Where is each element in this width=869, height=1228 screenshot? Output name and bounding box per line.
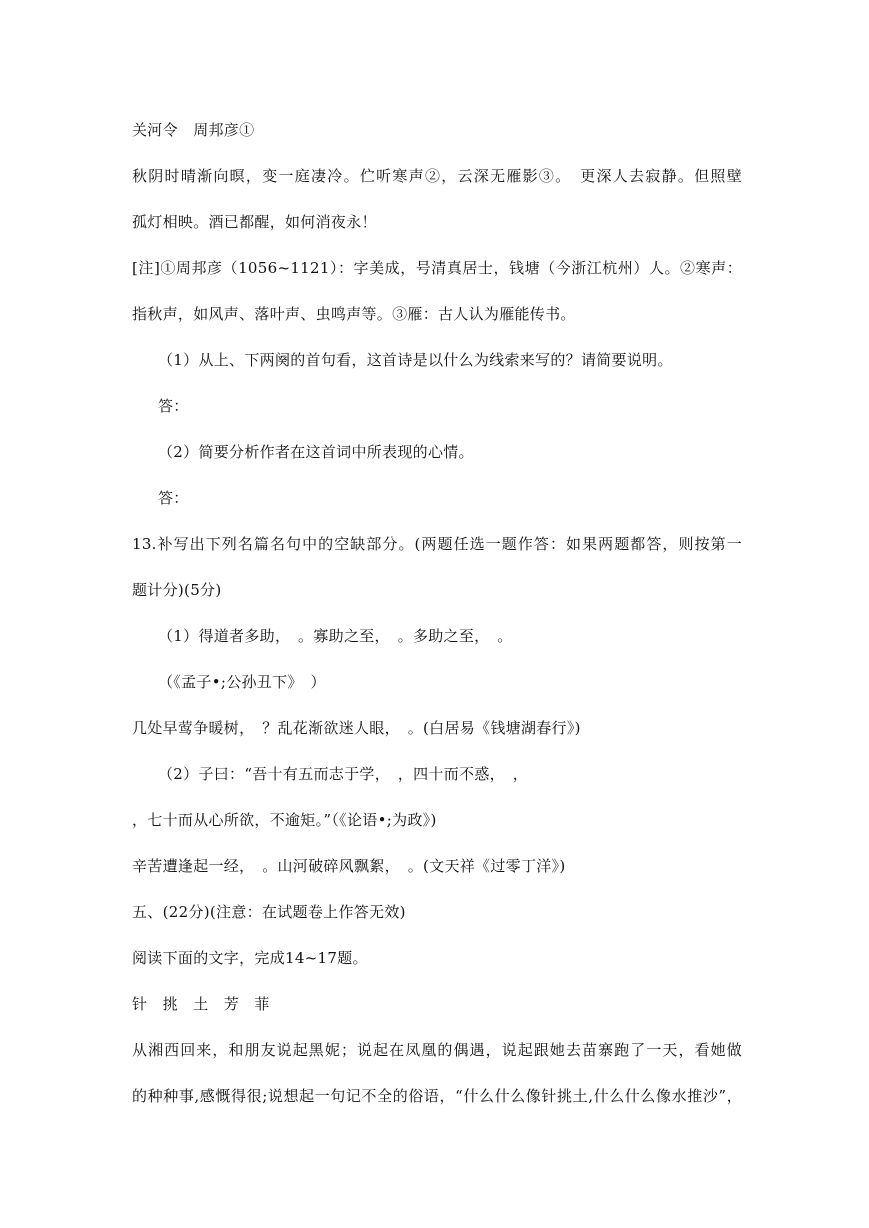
annotation-line: [注]①周邦彦（1056~1121）：字美成，号清真居士，钱塘（今浙江杭州）人。②寒声： (132, 259, 742, 277)
fill-blank-line: 辛苦遭逢起一经， 。山河破碎风飘絮， 。(文天祥《过零丁洋》) (132, 857, 566, 875)
section-heading: 五、(22分)(注意：在试题卷上作答无效) (132, 903, 406, 921)
question-line: （2）简要分析作者在这首词中所表现的心情。 (158, 443, 474, 461)
annotation-line: 指秋声，如风声、落叶声、虫鸣声等。③雁：古人认为雁能传书。 (132, 305, 576, 323)
poem-title: 关河令 周邦彦① (132, 121, 255, 139)
answer-label: 答： (158, 397, 189, 415)
poem-line: 秋阴时晴渐向暝，变一庭凄冷。伫听寒声②，云深无雁影③。 更深人去寂静。但照壁 (132, 167, 742, 185)
question-line: 题计分)(5分) (132, 581, 222, 599)
fill-blank-line: ，七十而从心所欲，不逾矩。”（《论语•;为政》) (132, 811, 437, 829)
answer-label: 答： (158, 489, 189, 507)
fill-blank-line: （2）子曰：“吾十有五而志于学， ，四十而不惑， ， (158, 765, 529, 783)
article-paragraph-line: 从湘西回来，和朋友说起黑妮；说起在凤凰的偶遇，说起跟她去苗寨跑了一天，看她做 (132, 1041, 742, 1059)
poem-line: 孤灯相映。酒已都醒，如何消夜永！ (132, 213, 377, 231)
question-line: 13.补写出下列名篇名句中的空缺部分。(两题任选一题作答：如果两题都答，则按第一 (132, 535, 742, 553)
article-title: 针 挑 土 芳 菲 (132, 995, 270, 1013)
article-paragraph-line: 的种种事,感慨得很;说想起一句记不全的俗语，“什么什么像针挑土,什么什么像水推沙”， (132, 1087, 742, 1105)
fill-blank-line: （1）得道者多助， 。寡助之至， 。多助之至， 。 (158, 627, 513, 645)
source-line: （《孟子•;公孙丑下》 ） (158, 673, 326, 691)
fill-blank-line: 几处早莺争暖树， ？乱花渐欲迷人眼， 。(白居易《钱塘湖春行》) (132, 719, 581, 737)
instruction-line: 阅读下面的文字，完成14~17题。 (132, 949, 368, 967)
question-line: （1）从上、下两阕的首句看，这首诗是以什么为线索来写的？请简要说明。 (158, 351, 673, 369)
